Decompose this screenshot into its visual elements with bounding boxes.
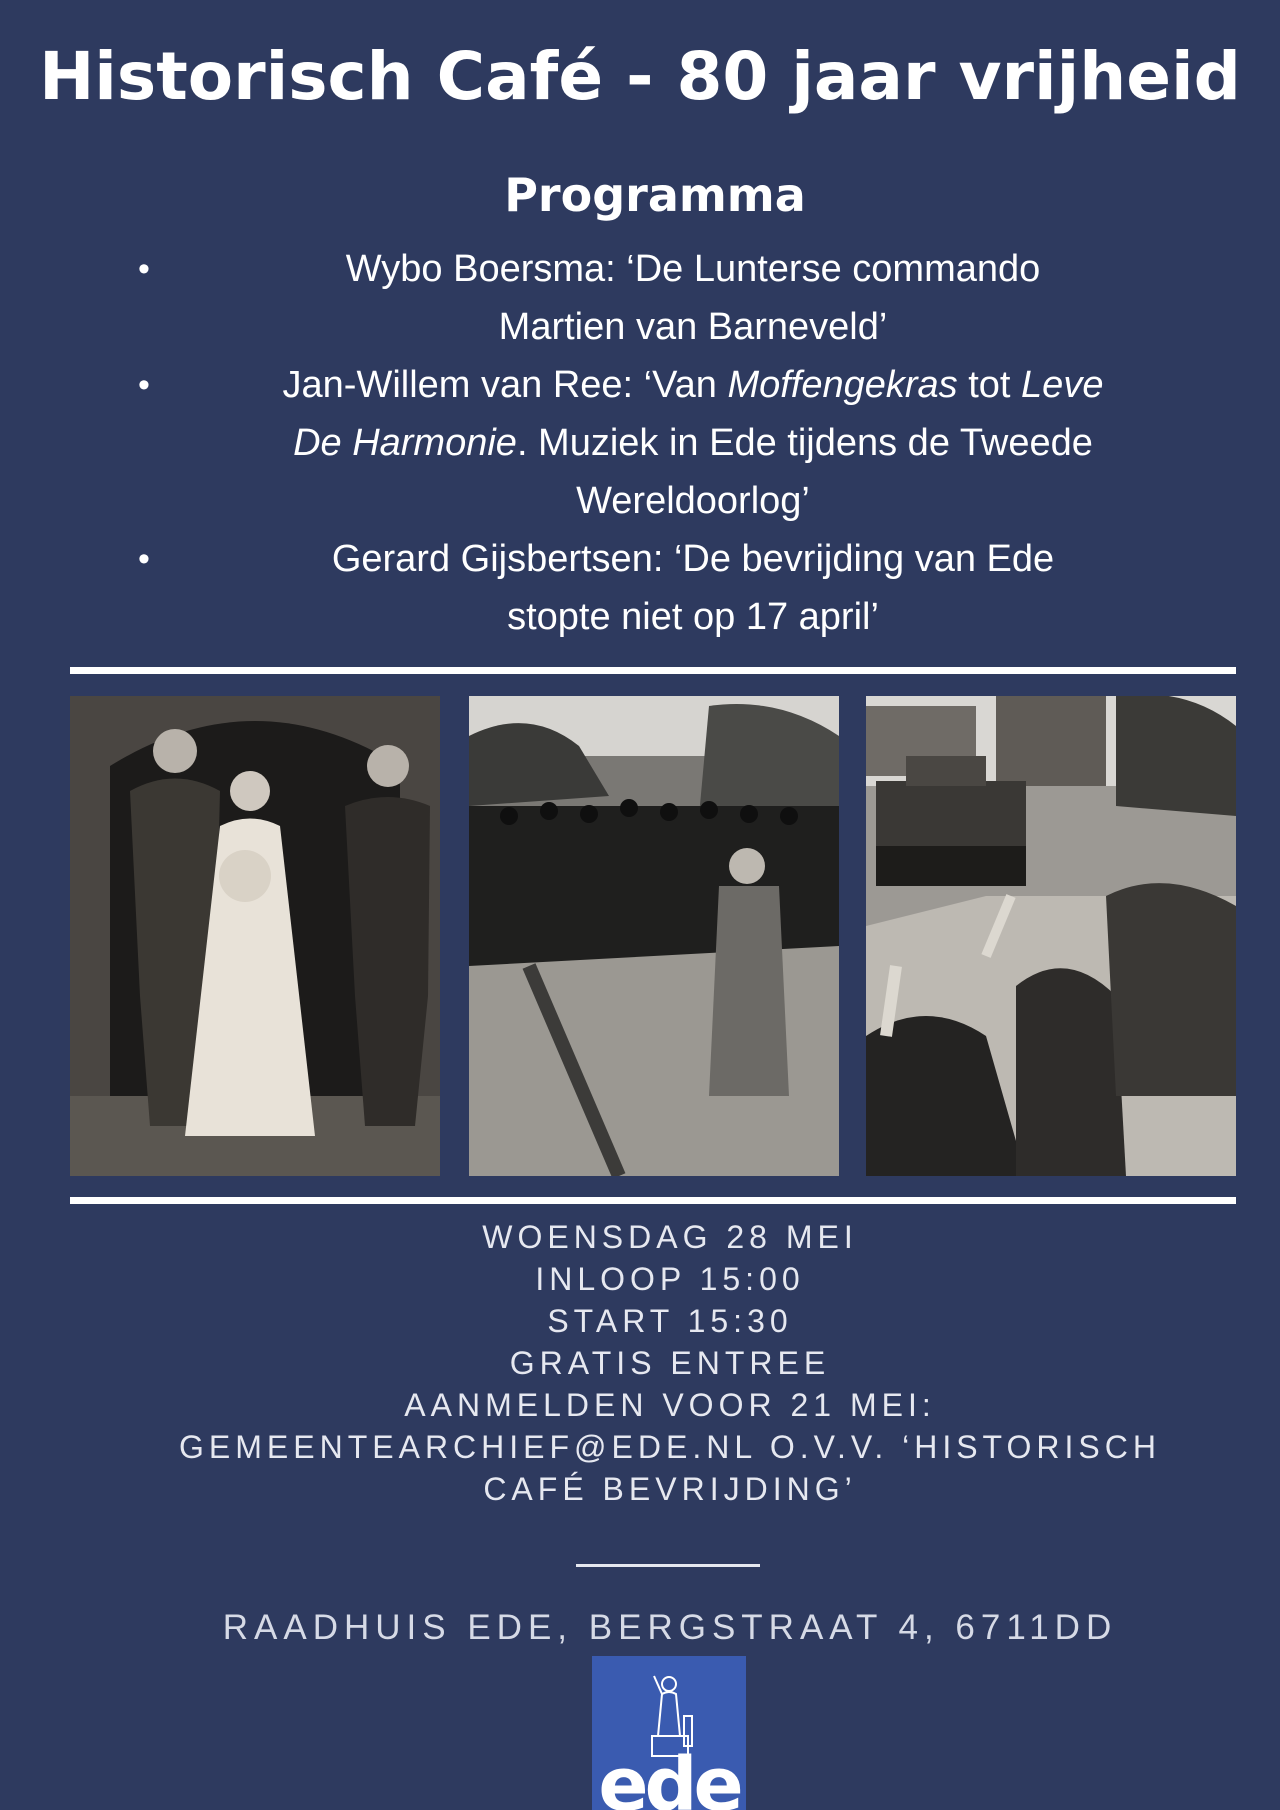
program-item-1	[130, 240, 1200, 356]
program-line	[186, 414, 1200, 472]
program-item-1-text	[186, 240, 1200, 356]
wedding-photo	[70, 696, 440, 1176]
event-date: WOENSDAG 28 MEI	[482, 1219, 858, 1255]
program-item-3-text	[186, 530, 1200, 646]
program-item-2	[130, 356, 1200, 530]
event-email-cont: CAFÉ BEVRIJDING’	[483, 1471, 857, 1507]
short-divider	[576, 1564, 760, 1567]
program-line	[186, 530, 1200, 588]
event-entry: GRATIS ENTREE	[509, 1345, 831, 1381]
program-list	[130, 240, 1200, 646]
ede-logo	[592, 1656, 746, 1810]
program-item-2-text	[186, 356, 1200, 530]
italic-title: Leve	[1021, 364, 1104, 406]
event-inloop: INLOOP 15:00	[535, 1261, 805, 1297]
event-details	[0, 1216, 1280, 1510]
divider-bottom	[70, 1197, 1236, 1204]
italic-title: De Harmonie	[293, 422, 517, 464]
program-line	[186, 356, 1200, 414]
program-text: Jan-Willem van Ree: ‘Van	[282, 364, 728, 406]
program-text: tot	[957, 364, 1022, 406]
program-line	[186, 588, 1200, 646]
program-text: stopte niet op 17 april’	[507, 596, 879, 638]
program-line	[186, 472, 1200, 530]
event-start: START 15:30	[547, 1303, 793, 1339]
bullet-icon: •	[138, 366, 150, 404]
italic-title: Moffengekras	[727, 364, 958, 406]
program-line	[186, 240, 1200, 298]
liberation-photo	[866, 696, 1236, 1176]
program-text: . Muziek in Ede tijdens de Tweede	[516, 422, 1093, 464]
divider-top	[70, 667, 1236, 674]
poster-title: Historisch Café - 80 jaar vrijheid	[39, 38, 1241, 115]
bullet-icon: •	[138, 250, 150, 288]
program-item-3	[130, 530, 1200, 646]
program-heading: Programma	[504, 168, 806, 222]
venue-address: RAADHUIS EDE, BERGSTRAAT 4, 6711DD	[222, 1608, 1118, 1647]
bullet-icon: •	[138, 540, 150, 578]
parade-photo	[469, 696, 839, 1176]
program-text: Wybo Boersma: ‘De Lunterse commando	[345, 248, 1041, 290]
program-text: Wereldoorlog’	[576, 480, 810, 522]
program-line	[186, 298, 1200, 356]
logo-text: ede	[598, 1742, 740, 1810]
event-email: GEMEENTEARCHIEF@EDE.NL O.V.V. ‘HISTORISCH	[179, 1429, 1161, 1465]
program-text: Gerard Gijsbertsen: ‘De bevrijding van Ede	[331, 538, 1055, 580]
program-text: Martien van Barneveld’	[498, 306, 888, 348]
event-register: AANMELDEN VOOR 21 MEI:	[404, 1387, 936, 1423]
